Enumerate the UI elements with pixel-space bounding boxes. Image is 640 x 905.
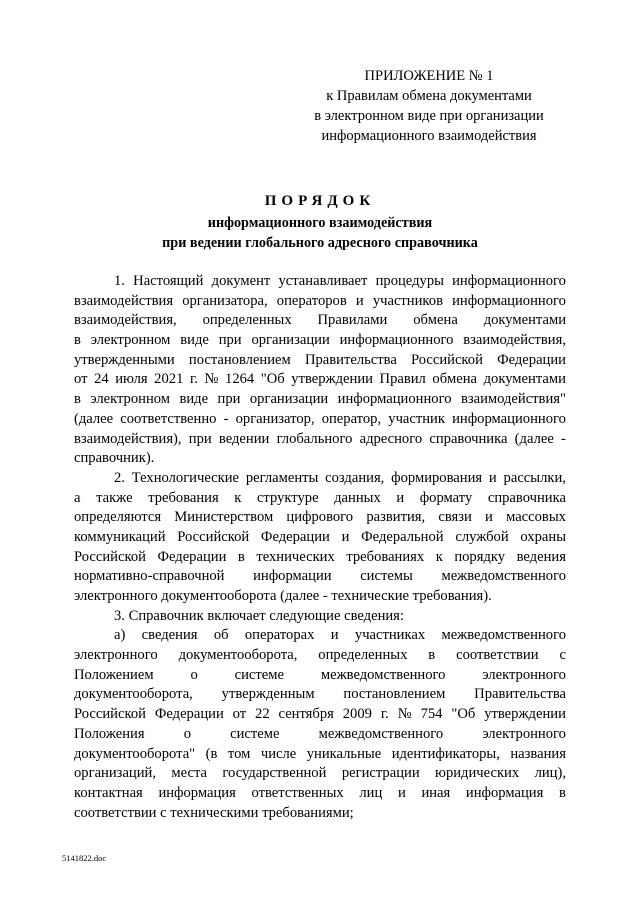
- body-line: [74, 646, 566, 666]
- word: порядку: [454, 548, 506, 565]
- word: регламенты: [245, 469, 319, 486]
- body-line: [74, 508, 566, 528]
- word: 2.: [114, 469, 125, 486]
- word: а): [114, 627, 126, 644]
- word: устанавливает: [278, 273, 368, 289]
- word: документами: [483, 371, 566, 388]
- word: а: [74, 489, 81, 506]
- appendix-line: к Правилам обмена документами: [326, 88, 532, 104]
- word: Положением: [74, 666, 154, 683]
- word: информационного: [339, 332, 454, 349]
- word: идентификаторы,: [391, 745, 500, 762]
- document-title: ПОРЯДОК: [264, 193, 376, 209]
- word: в: [74, 391, 81, 408]
- body-line: [74, 567, 566, 587]
- word: системе: [234, 666, 284, 683]
- body-line: [74, 370, 566, 390]
- word: электронном: [90, 332, 171, 349]
- word: 22: [255, 706, 270, 723]
- word: г.: [189, 371, 198, 388]
- word: информационного: [452, 273, 566, 289]
- word: к: [435, 548, 443, 565]
- word: названия: [510, 745, 566, 762]
- word: уникальные: [306, 745, 382, 762]
- word: сведения: [141, 627, 198, 644]
- word: операторов: [276, 292, 347, 309]
- body-line: 3. Справочник включает следующие сведения:: [114, 607, 404, 624]
- word: создания,: [325, 469, 385, 486]
- word: информации: [253, 568, 332, 585]
- word: коммуникаций: [74, 528, 166, 545]
- word: (далее: [74, 410, 114, 427]
- body-line: [74, 745, 566, 765]
- word: государственной: [222, 765, 327, 782]
- word: взаимодействия,: [463, 332, 566, 349]
- word: 1264: [225, 371, 255, 388]
- subtitle-line: информационного взаимодействия: [207, 215, 433, 231]
- word: Российской: [74, 548, 146, 565]
- word: г.: [380, 706, 389, 723]
- word: справочника: [487, 489, 566, 506]
- word: в: [74, 332, 81, 349]
- word: от: [232, 706, 247, 723]
- word: ответственных: [251, 784, 344, 801]
- word: №: [397, 706, 412, 723]
- word: информация: [465, 784, 544, 801]
- word: процедуры: [375, 273, 444, 289]
- word: при: [188, 430, 212, 447]
- document-body: [74, 272, 566, 823]
- body-line: справочник).: [74, 450, 155, 467]
- word: постановлением: [188, 351, 291, 368]
- word: в: [237, 548, 245, 565]
- word: структуре: [256, 489, 319, 506]
- word: документооборота": [74, 745, 196, 762]
- word: цифрового: [286, 509, 354, 526]
- body-line: [74, 548, 566, 568]
- word: 24: [94, 371, 109, 388]
- word: в: [428, 647, 436, 664]
- word: июля: [115, 371, 148, 388]
- word: "Об: [260, 371, 285, 388]
- word: (далее: [514, 430, 554, 447]
- word: и: [396, 489, 405, 506]
- word: Министерством: [174, 509, 274, 526]
- word: Российской: [74, 706, 146, 723]
- word: информационного: [452, 410, 566, 427]
- word: формату: [419, 489, 473, 506]
- word: системе: [230, 725, 280, 742]
- word: Настоящий: [133, 273, 204, 289]
- word: 754: [420, 706, 443, 723]
- word: и: [488, 469, 497, 486]
- body-line: [74, 725, 566, 745]
- word: межведомственного: [318, 725, 444, 742]
- word: взаимодействия),: [74, 430, 182, 447]
- word: взаимодействия: [74, 292, 174, 309]
- word: охраны: [520, 528, 566, 545]
- word: к: [234, 489, 242, 506]
- word: при: [217, 391, 241, 408]
- word: массовых: [506, 509, 566, 526]
- body-line: [74, 410, 566, 430]
- word: нормативно-справочной: [74, 568, 225, 585]
- word: утвержденным: [221, 686, 315, 703]
- word: Правил: [379, 371, 426, 388]
- word: числе: [260, 745, 297, 762]
- word: электронном: [90, 391, 171, 408]
- word: взаимодействия,: [74, 312, 177, 329]
- word: оператор,: [321, 410, 382, 427]
- word: в: [559, 784, 566, 801]
- body-line: [74, 331, 566, 351]
- word: организатор,: [235, 410, 315, 427]
- word: соответственно: [120, 410, 217, 427]
- word: 2009: [342, 706, 372, 723]
- word: (в: [205, 745, 218, 762]
- word: адресного: [359, 430, 423, 447]
- word: данных: [334, 489, 381, 506]
- word: справочника: [429, 430, 508, 447]
- word: с: [559, 647, 566, 664]
- word: информация: [158, 784, 236, 801]
- word: Федерации: [154, 706, 224, 723]
- word: при: [218, 332, 242, 349]
- word: межведомственного: [441, 627, 566, 644]
- body-line: [74, 528, 566, 548]
- word: документами: [483, 312, 566, 329]
- word: ведении: [218, 430, 270, 447]
- word: постановлением: [343, 686, 446, 703]
- word: глобального: [276, 430, 353, 447]
- word: документооборота,: [178, 647, 298, 664]
- appendix-header: [300, 66, 558, 146]
- word: документооборота,: [74, 686, 193, 703]
- word: развития,: [366, 509, 426, 526]
- word: Федерации: [260, 528, 330, 545]
- word: соответствии: [456, 647, 539, 664]
- word: межведомственного: [441, 568, 566, 585]
- word: межведомственного: [320, 666, 446, 683]
- word: №: [204, 371, 219, 388]
- word: и: [397, 784, 406, 801]
- word: Правительства: [474, 686, 566, 703]
- word: определяются: [74, 509, 162, 526]
- body-line: [74, 351, 566, 371]
- word: требования: [148, 489, 219, 506]
- word: Положения: [74, 725, 145, 742]
- word: -: [561, 430, 566, 447]
- word: Технологические: [131, 469, 240, 486]
- body-line: [74, 469, 566, 489]
- word: электронного: [482, 725, 566, 742]
- word: требованиях: [346, 548, 425, 565]
- body-line: [74, 626, 566, 646]
- body-line: [74, 784, 566, 804]
- word: и: [485, 509, 493, 526]
- word: организатора,: [182, 292, 268, 309]
- word: о: [190, 666, 198, 683]
- word: обмена: [432, 371, 478, 388]
- word: утверждении: [291, 371, 373, 388]
- body-line: [74, 489, 566, 509]
- word: участниках: [354, 627, 426, 644]
- word: и: [355, 292, 364, 309]
- word: Федеральной: [361, 528, 444, 545]
- word: Федерации: [157, 548, 227, 565]
- body-line: [74, 292, 566, 312]
- word: юридических: [435, 765, 520, 782]
- word: участников: [372, 292, 443, 309]
- word: виде: [179, 391, 209, 408]
- word: электронного: [482, 666, 566, 683]
- document-subtitle: [0, 213, 640, 253]
- word: лиц: [359, 784, 383, 801]
- word: и: [341, 528, 350, 545]
- body-line: [74, 764, 566, 784]
- word: лиц),: [534, 765, 566, 782]
- word: места: [171, 765, 207, 782]
- file-code: 5141822.doc: [62, 853, 107, 863]
- word: службой: [455, 528, 509, 545]
- word: о: [183, 725, 191, 742]
- word: определенных: [318, 647, 408, 664]
- word: и: [330, 627, 339, 644]
- body-line: [74, 311, 566, 331]
- body-line: [74, 390, 566, 410]
- word: организации: [251, 332, 330, 349]
- word: от: [74, 371, 88, 388]
- word: Правилами: [317, 312, 388, 329]
- word: документ: [211, 273, 271, 289]
- word: Федерации: [497, 351, 566, 368]
- body-line: [74, 430, 566, 450]
- word: информационного: [452, 292, 566, 309]
- body-line: электронного документооборота (далее - технические требования).: [74, 588, 492, 604]
- word: электронного: [74, 647, 158, 664]
- word: формирования: [391, 469, 483, 486]
- appendix-line: в электронном виде при организации: [314, 108, 544, 124]
- word: обмена: [413, 312, 458, 329]
- word: участник: [388, 410, 445, 427]
- word: информационного: [337, 391, 452, 408]
- word: рассылки,: [503, 469, 566, 486]
- word: Российской: [410, 351, 483, 368]
- word: виде: [180, 332, 209, 349]
- word: 1.: [114, 273, 125, 289]
- body-line: [74, 685, 566, 705]
- word: организации: [249, 391, 329, 408]
- word: утверждении: [484, 706, 566, 723]
- word: определенных: [202, 312, 292, 329]
- word: связи: [438, 509, 472, 526]
- word: -: [223, 410, 229, 427]
- word: утвержденными: [74, 351, 175, 368]
- word: системы: [360, 568, 413, 585]
- word: контактная: [74, 784, 143, 801]
- body-line: [74, 705, 566, 725]
- body-line: [74, 666, 566, 686]
- appendix-line: информационного взаимодействия: [321, 128, 537, 144]
- body-line: [74, 272, 566, 292]
- word: иная: [421, 784, 451, 801]
- word: об: [213, 627, 229, 644]
- word: организаций,: [74, 765, 156, 782]
- word: 2021: [154, 371, 184, 388]
- word: также: [96, 489, 133, 506]
- word: ведения: [516, 548, 566, 565]
- word: сентября: [278, 706, 334, 723]
- body-line: соответствии с техническими требованиями;: [74, 804, 354, 821]
- word: том: [227, 745, 251, 762]
- word: Российской: [177, 528, 250, 545]
- word: технических: [256, 548, 335, 565]
- word: регистрации: [341, 765, 420, 782]
- appendix-line: ПРИЛОЖЕНИЕ № 1: [364, 68, 494, 84]
- word: взаимодействия": [460, 391, 566, 408]
- word: Правительства: [304, 351, 397, 368]
- word: "Об: [451, 706, 476, 723]
- word: операторах: [244, 627, 315, 644]
- subtitle-line: при ведении глобального адресного справочника: [162, 235, 478, 251]
